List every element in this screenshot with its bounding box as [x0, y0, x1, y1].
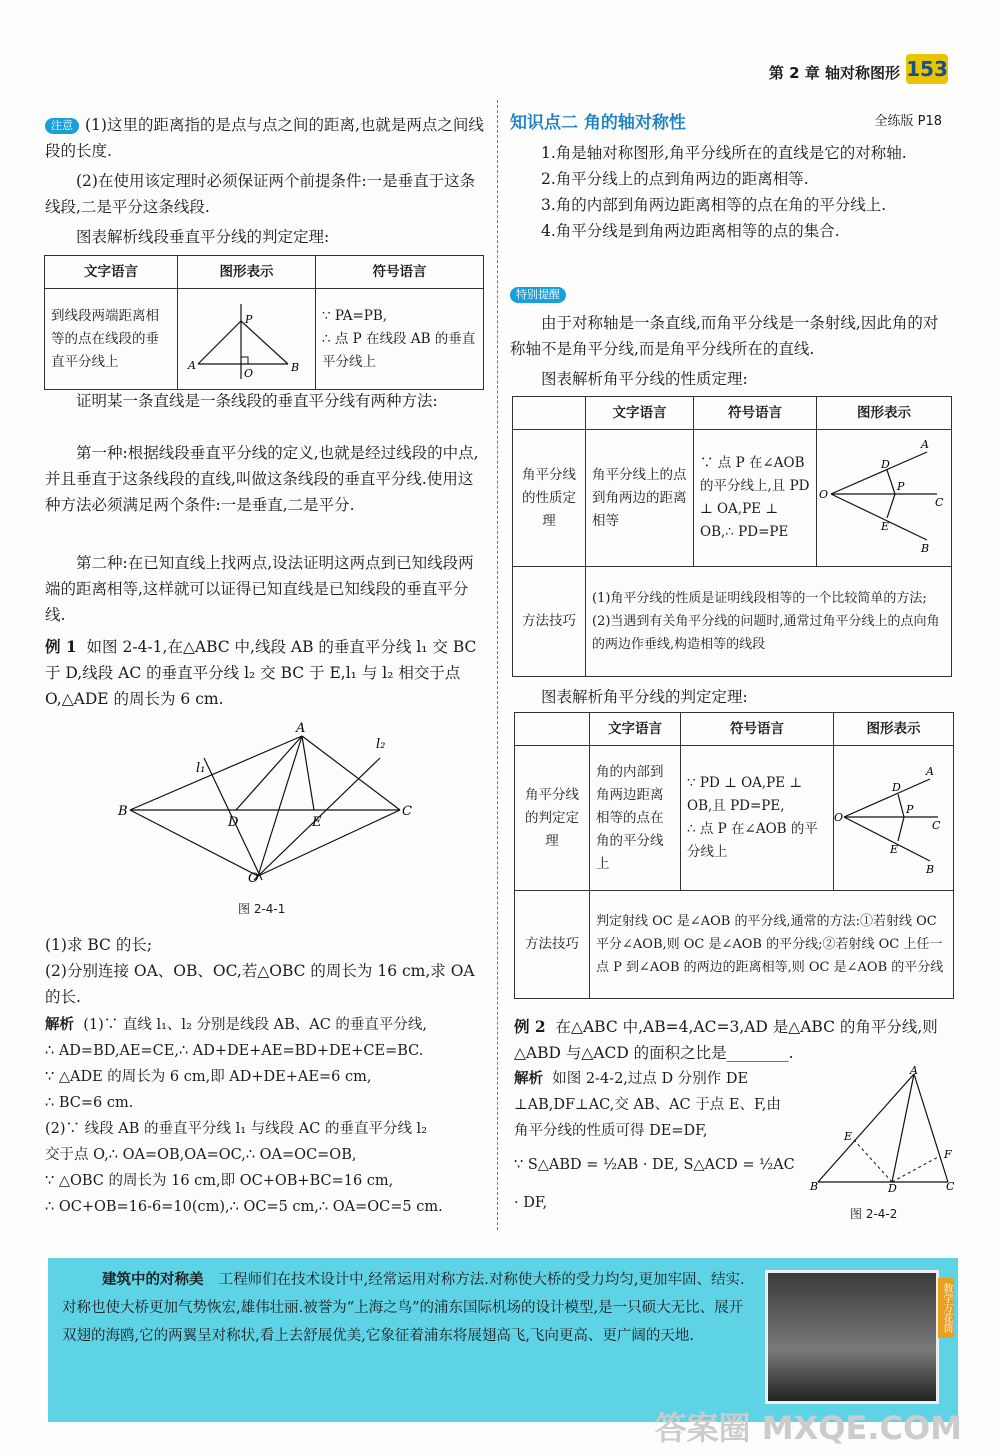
table2-row-head: 角平分线的性质定理: [513, 430, 586, 567]
example-1-label: 例 1: [45, 637, 77, 656]
fig-angle-label-B: B: [921, 542, 930, 555]
fig-label-B: B: [291, 361, 300, 374]
knowledge-item-2: 2.角平分线上的点到角两边的距离相等.: [541, 170, 809, 188]
fig2-label-A: A: [910, 1064, 918, 1077]
fig1-label-O: O: [248, 871, 259, 886]
solution-2-formula: ∵ S△ABD = ½AB · DE, S△ACD = ½AC: [514, 1157, 795, 1173]
table3-row-head: 角平分线的判定定理: [515, 746, 590, 891]
question-2: (2)分别连接 OA、OB、OC,若△OBC 的周长为 16 cm,求 OA 的长.: [45, 962, 475, 1006]
table2-figure-cell: [817, 430, 952, 567]
fig-angle-label-A: A: [921, 438, 929, 451]
solution-2: [514, 1066, 814, 1216]
table3-intro: 图表解析角平分线的判定定理:: [541, 688, 748, 706]
figure-2-4-1: [110, 718, 420, 888]
figure-2-4-2: [808, 1064, 958, 1194]
perp-bisector-figure: [178, 289, 303, 381]
solution-1-line-7: ∴ OC+OB=16-6=10(cm),∴ OC=5 cm,∴ OA=OC=5 cm.: [45, 1199, 443, 1215]
table3-figure-cell: [834, 746, 954, 891]
fig-label-A: A: [188, 359, 196, 372]
table3-header-figure: 图形表示: [834, 713, 954, 746]
fig3-label-D: D: [892, 781, 901, 794]
fig2-label-F: F: [944, 1148, 952, 1161]
fig1-label-l2: l₂: [376, 737, 386, 752]
fig3-label-O: O: [834, 811, 844, 824]
table2-text-cell: 角平分线上的点到角两边的距离相等: [586, 430, 694, 567]
airport-photo: [765, 1270, 939, 1404]
example-2-text: 在△ABC 中,AB=4,AC=3,AD 是△ABC 的角平分线,则△ABD 与△ACD 的面积之比是________.: [514, 1018, 938, 1062]
solution-2-tail: · DF,: [514, 1195, 548, 1211]
knowledge-list: [510, 140, 950, 244]
solution-2-line-0: 如图 2-4-2,过点 D 分别作 DE: [552, 1071, 749, 1087]
knowledge-point-ref: 全练版 P18: [874, 114, 942, 129]
table3-method-head: 方法技巧: [515, 891, 590, 999]
table2-method-cell: (1)角平分线的性质是证明线段相等的一个比较简单的方法; (2)当遇到有关角平分线的问题时,通常过角平分线上的点向角的两边作垂线,构造相等的线段: [586, 567, 952, 677]
paragraph-method-1: 第一种:根据线段垂直平分线的定义,也就是经过线段的中点,并且垂直于这条线段的直线,叫做这条线段的垂直平分线.使用这种方法必须满足两个条件:一是垂直,二是平分.: [45, 444, 479, 514]
solution-1-line-4: (2)∵ 线段 AB 的垂直平分线 l₁ 与线段 AC 的垂直平分线 l₂: [45, 1121, 428, 1137]
figure-2-4-1-caption: 图 2-4-1: [238, 902, 286, 916]
column-divider: [497, 100, 498, 1230]
bottom-info-text: [62, 1266, 752, 1350]
table1-text-cell: 到线段两端距离相等的点在线段的垂直平分线上: [45, 289, 178, 390]
fig-angle-label-E: E: [881, 520, 890, 533]
fig1-label-l1: l₁: [196, 761, 206, 776]
angle-bisector-figure-1: [817, 430, 947, 558]
fig-label-O: O: [244, 367, 254, 380]
page-number: 153: [906, 54, 948, 84]
fig3-label-E: E: [890, 843, 899, 856]
table2-intro: 图表解析角平分线的性质定理:: [541, 370, 748, 388]
table2-header-symbol: 符号语言: [694, 397, 817, 430]
note-1: (1)这里的距离指的是点与点之间的距离,也就是两点之间线段的长度.: [45, 116, 484, 160]
solution-2-line-1: ⊥AB,DF⊥AC,交 AB、AC 于点 E、F,由: [514, 1097, 781, 1113]
paragraph-methods: 证明某一条直线是一条线段的垂直平分线有两种方法:: [76, 392, 438, 410]
tip-badge: 特别提醒: [510, 287, 566, 303]
note-block: [45, 112, 485, 164]
table1-header-figure: 图形表示: [178, 256, 316, 289]
fig-angle-label-C: C: [935, 496, 944, 509]
fig1-label-A: A: [296, 721, 306, 736]
solution-1-line-5: 交于点 O,∴ OA=OB,OA=OC,∴ OA=OC=OB,: [45, 1147, 357, 1163]
figure-2-4-2-caption: 图 2-4-2: [850, 1207, 898, 1221]
table2-header-text: 文字语言: [586, 397, 694, 430]
example-2-label: 例 2: [514, 1017, 546, 1036]
solution-1: [45, 1012, 490, 1220]
fig1-label-D: D: [228, 815, 239, 830]
fig-angle-label-O: O: [819, 488, 829, 501]
knowledge-item-4: 4.角平分线是到角两边距离相等的点的集合.: [541, 222, 840, 240]
table1-header-text: 文字语言: [45, 256, 178, 289]
bottom-info-body: 工程师们在技术设计中,经常运用对称方法.对称使大桥的受力均匀,更加牢固、结实.对称也使大桥更加气势恢宏,雄伟壮丽.被誉为“上海之鸟”的浦东国际机场的设计模型,是一只硕大无比、展开双翅的海鸥,它的两翼呈对称状,看上去舒展优美,它象征着浦东将展翅高飞,飞向更高、更广阔的天地.: [62, 1272, 745, 1344]
fig1-label-E: E: [312, 815, 322, 830]
bottom-info-title: 建筑中的对称美: [102, 1271, 204, 1288]
note-2: (2)在使用该定理时必须保证两个前提条件:一是垂直于这条线段,二是平分这条线段.: [45, 172, 476, 216]
fig-angle-label-D: D: [881, 458, 890, 471]
table3-header-symbol: 符号语言: [681, 713, 834, 746]
knowledge-point-title: 知识点二 角的轴对称性: [510, 113, 686, 133]
table3-text-cell: 角的内部到角两边距离相等的点在角的平分线上: [590, 746, 681, 891]
tip-badge-wrap: [510, 284, 572, 303]
paragraph-method-2: 第二种:在已知直线上找两点,设法证明这两点到已知线段两端的距离相等,这样就可以证得已知直线是已知线段的垂直平分线.: [45, 554, 474, 624]
angle-bisector-figure-2: [834, 749, 944, 879]
fig-angle-label-P: P: [897, 480, 905, 493]
fig3-label-C: C: [932, 819, 941, 832]
fig3-label-B: B: [926, 863, 935, 876]
fig1-label-B: B: [118, 804, 128, 819]
table2-symbol-cell: ∵ 点 P 在∠AOB 的平分线上,且 PD ⊥ OA,PE ⊥ OB,∴ PD=PE: [694, 430, 817, 567]
table3-method-cell: 判定射线 OC 是∠AOB 的平分线,通常的方法:①若射线 OC 平分∠AOB,则 OC 是∠AOB 的平分线;②若射线 OC 上任一点 P 到∠AOB 的两边的距离相等,则 OC 是∠AOB 的平分线: [590, 891, 954, 999]
side-tab: 数学万花筒: [938, 1278, 954, 1338]
solution-1-line-1: ∴ AD=BD,AE=CE,∴ AD+DE+AE=BD+DE+CE=BC.: [45, 1043, 424, 1059]
solution-1-line-0: (1)∵ 直线 l₁、l₂ 分别是线段 AB、AC 的垂直平分线,: [83, 1017, 428, 1033]
tip-text: 由于对称轴是一条直线,而角平分线是一条射线,因此角的对称轴不是角平分线,而是角平分线所在的直线.: [510, 314, 939, 358]
fig2-label-C: C: [946, 1180, 955, 1193]
table3-header-text: 文字语言: [590, 713, 681, 746]
knowledge-item-3: 3.角的内部到角两边距离相等的点在角的平分线上.: [541, 196, 887, 214]
example-2: [514, 1014, 954, 1066]
table-angle-bisector-converse: [514, 712, 954, 999]
table2-header-figure: 图形表示: [817, 397, 952, 430]
solution-2-line-2: 角平分线的性质可得 DE=DF,: [514, 1123, 708, 1139]
fig3-label-A: A: [926, 765, 934, 778]
fig-label-P: P: [245, 313, 253, 326]
table1-intro: 图表解析线段垂直平分线的判定定理:: [76, 228, 330, 246]
chapter-header: 第 2 章 轴对称图形: [768, 64, 900, 82]
table-angle-bisector-property: [512, 396, 952, 677]
example-1: [45, 634, 485, 712]
solution-1-line-2: ∵ △ADE 的周长为 6 cm,即 AD+DE+AE=6 cm,: [45, 1069, 372, 1085]
note-badge: 注意: [45, 118, 79, 134]
table3-symbol-cell: ∵ PD ⊥ OA,PE ⊥ OB,且 PD=PE, ∴ 点 P 在∠AOB 的平分线上: [681, 746, 834, 891]
knowledge-item-1: 1.角是轴对称图形,角平分线所在的直线是它的对称轴.: [541, 144, 907, 162]
fig2-label-B: B: [810, 1180, 819, 1193]
solution-1-line-6: ∵ △OBC 的周长为 16 cm,即 OC+OB+BC=16 cm,: [45, 1173, 394, 1189]
fig1-label-C: C: [402, 804, 412, 819]
table1-symbol-cell: ∵ PA=PB, ∴ 点 P 在线段 AB 的垂直平分线上: [316, 289, 484, 390]
table-perp-bisector-converse: [44, 255, 484, 390]
fig3-label-P: P: [906, 803, 914, 816]
fig2-label-D: D: [888, 1182, 897, 1194]
solution-2-label: 解析: [514, 1070, 543, 1087]
watermark: 答案圈 MXQE.COM: [654, 1409, 962, 1447]
solution-1-label: 解析: [45, 1016, 74, 1033]
example-1-text: 如图 2-4-1,在△ABC 中,线段 AB 的垂直平分线 l₁ 交 BC 于 D,线段 AC 的垂直平分线 l₂ 交 BC 于 E,l₁ 与 l₂ 相交于点 O,△ADE 的周长为 6 cm.: [45, 638, 477, 708]
table2-method-head: 方法技巧: [513, 567, 586, 677]
table1-header-symbol: 符号语言: [316, 256, 484, 289]
question-1: (1)求 BC 的长;: [45, 936, 153, 954]
table1-figure-cell: [178, 289, 316, 390]
solution-1-line-3: ∴ BC=6 cm.: [45, 1095, 134, 1111]
fig2-label-E: E: [844, 1130, 853, 1143]
